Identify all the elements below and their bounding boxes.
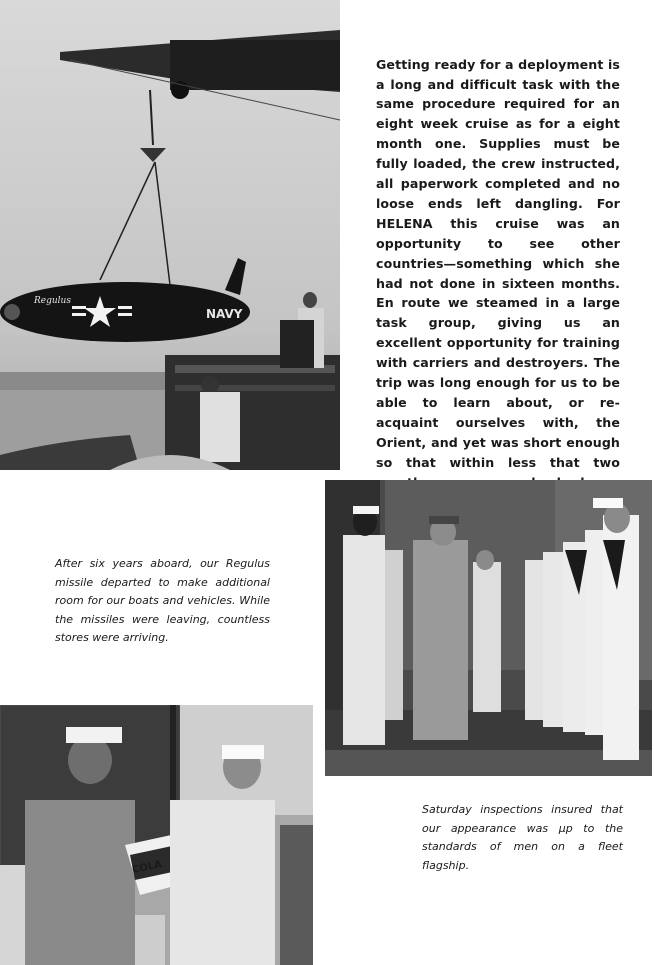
- missile-name-text: Regulus: [34, 296, 71, 306]
- missile-caption: After six years aboard, our Regulus missile departed to make additional room for our boats and vehicles. While the missiles were leaving, countless stores were arriving.: [55, 557, 270, 644]
- stores-arriving-photo: [0, 705, 313, 965]
- carton-label-text: COLA: [131, 858, 163, 876]
- saturday-inspection-photo: [325, 480, 652, 776]
- missile-marking-text: NAVY: [206, 307, 243, 321]
- inspection-caption: Saturday inspections insured that our appearance was µp to the standards of men on a fleet flagship.: [422, 803, 623, 872]
- body-text: Getting ready for a deployment is a long and difficult task with the same procedure required for an eight week cruise as for a eight month one. Supplies must be fully loaded, the crew instructed, all paperwork completed and no loose ends left dangling. For HELENA this cruise was an opportunity to see other countries—something which she had not done in sixteen months. En route we steamed in a large task group, giving us an excellent opportunity for training with carriers and destroyers. The trip was long enough for us to be able to learn about, or re-acquaint ourselves with, the Orient, and yet was short enough so that within less that two: [376, 56, 620, 470]
- regulus-missile-photo: [0, 0, 340, 470]
